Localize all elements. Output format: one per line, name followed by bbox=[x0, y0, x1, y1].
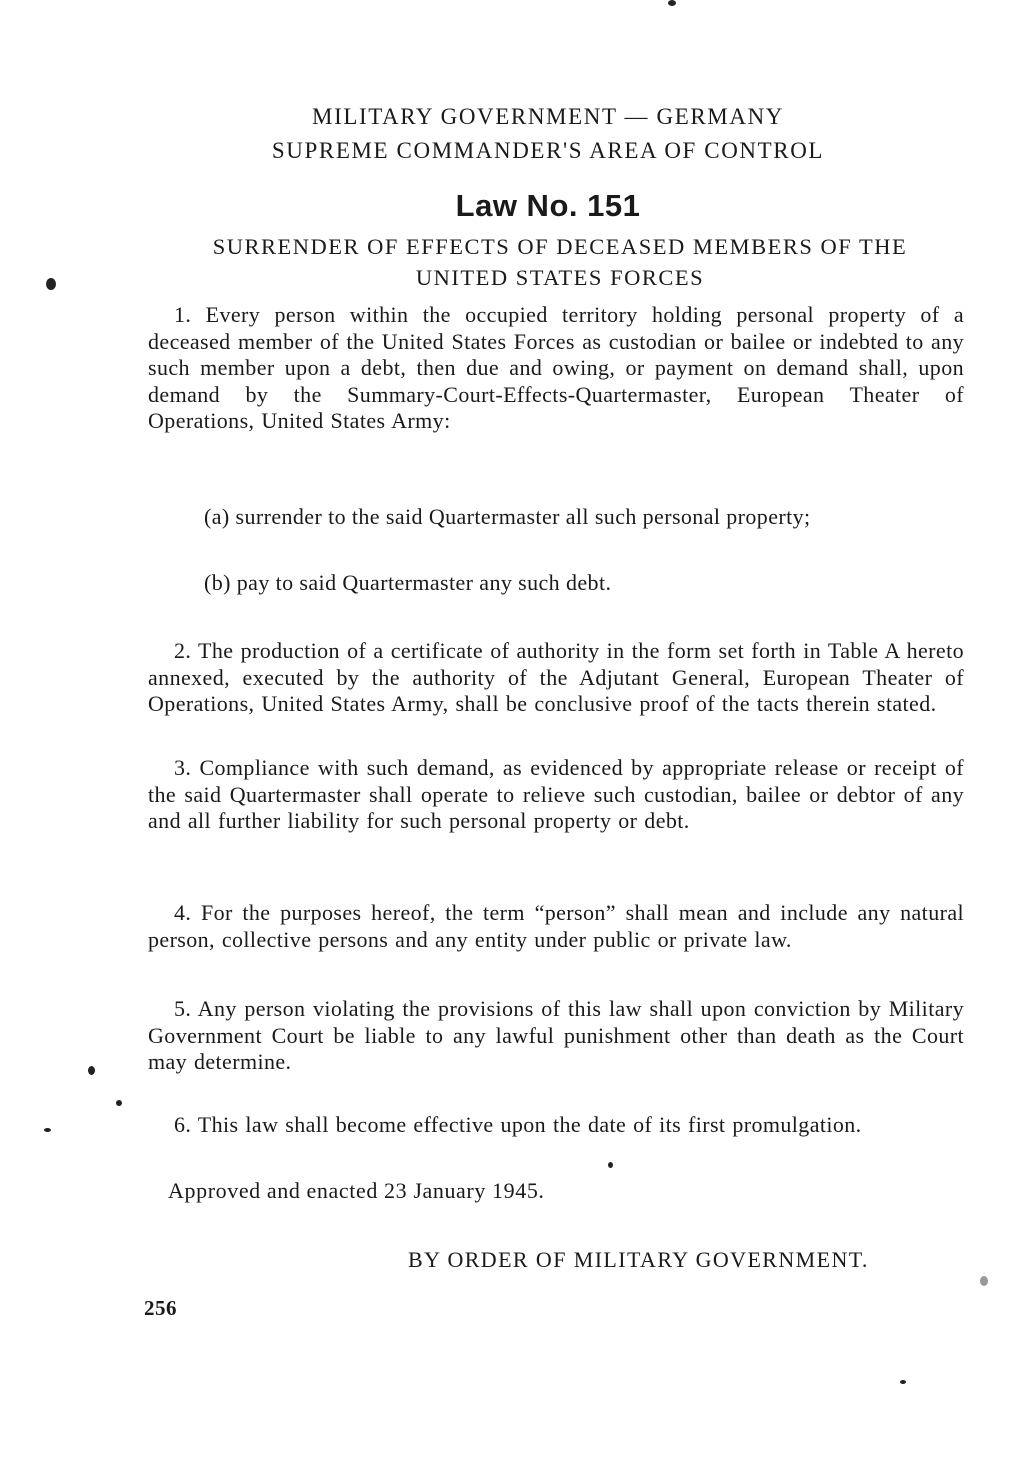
scan-speck bbox=[46, 278, 56, 290]
header-line-2: SUPREME COMMANDER'S AREA OF CONTROL bbox=[271, 138, 825, 163]
item-a: (a) surrender to the said Quartermaster all such personal property; bbox=[204, 504, 811, 529]
scan-speck bbox=[980, 1276, 988, 1286]
scan-speck bbox=[900, 1380, 906, 1384]
paragraph-3: 3. Compliance with such demand, as evidenced by appropriate release or receipt of the said Quartermaster shall operate to relieve such custodian, bailee or debtor of any and all further liability for such personal property or debt. bbox=[148, 755, 964, 833]
paragraph-6: 6. This law shall become effective upon the date of its first promulgation. bbox=[174, 1112, 862, 1137]
page-number: 256 bbox=[144, 1296, 177, 1320]
header-line-1: MILITARY GOVERNMENT — GERMANY bbox=[312, 104, 784, 129]
law-subtitle-line-1: SURRENDER OF EFFECTS OF DECEASED MEMBERS OF THE bbox=[212, 234, 908, 259]
scan-speck bbox=[608, 1162, 613, 1168]
law-subtitle-line-2: UNITED STATES FORCES bbox=[415, 265, 705, 290]
paragraph-5: 5. Any person violating the provisions of this law shall upon conviction by Military Government Court be liable to any lawful punishment other than death as the Court may determine. bbox=[148, 996, 964, 1074]
approval-line: Approved and enacted 23 January 1945. bbox=[168, 1178, 545, 1203]
scan-speck bbox=[44, 1128, 51, 1132]
scan-speck bbox=[88, 1066, 95, 1075]
item-b: (b) pay to said Quartermaster any such debt. bbox=[204, 570, 612, 595]
scan-speck bbox=[668, 0, 676, 6]
paragraph-1: 1. Every person within the occupied territory holding personal property of a deceased member of the United States Forces as custodian or bailee or indebted to any such member upon a debt, then due and owing, or payment on demand shall, upon demand by the Summary-Court-Effects-Quartermaster, European Theater of Operations, United States Army: bbox=[148, 302, 964, 433]
paragraph-2: 2. The production of a certificate of authority in the form set forth in Table A hereto annexed, executed by the authority of the Adjutant General, European Theater of Operations, United States Army, shall be conclusive proof of the tacts therein stated. bbox=[148, 638, 964, 716]
scan-speck bbox=[116, 1100, 122, 1106]
paragraph-4: 4. For the purposes hereof, the term “person” shall mean and include any natural person, collective persons and any entity under public or private law. bbox=[148, 900, 964, 952]
law-title: Law No. 151 bbox=[455, 188, 641, 223]
order-line: BY ORDER OF MILITARY GOVERNMENT. bbox=[408, 1247, 869, 1272]
